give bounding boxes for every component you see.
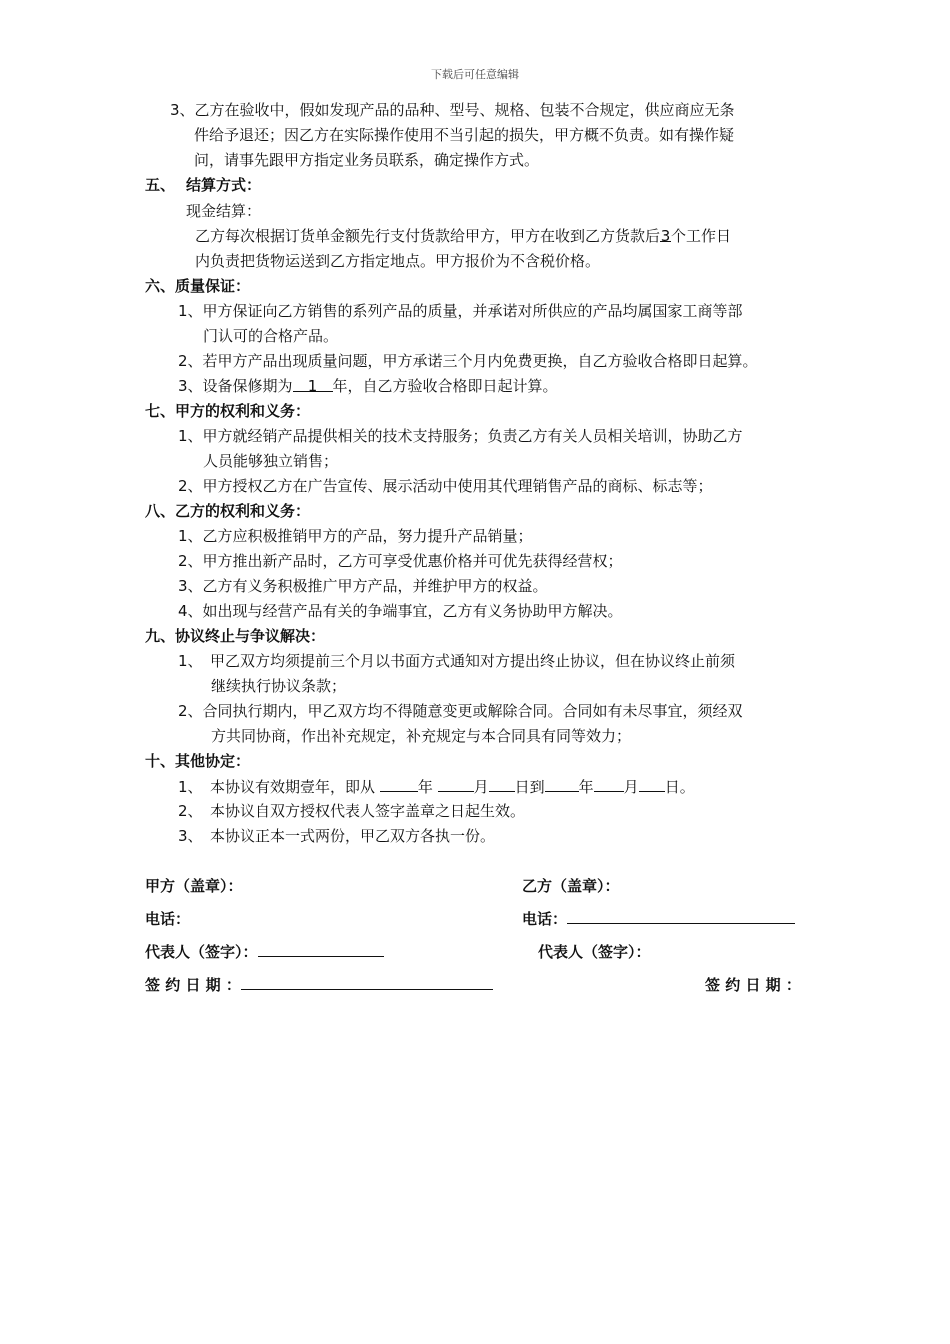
clause-4-item-3-line-1: 3、乙方在验收中，假如发现产品的品种、型号、规格、包装不合规定，供应商应无条 [170, 101, 735, 119]
section-6-item-3-part-2: 年，自乙方验收合格即日起计算。 [332, 377, 558, 395]
page-header: 下载后可任意编辑 [431, 68, 519, 81]
clause-4-item-3-line-2: 件给予退还；因乙方在实际操作使用不当引起的损失，甲方概不负责。如有操作疑 [194, 126, 735, 144]
clause-4-item-3-line-3: 问，请事先跟甲方指定业务员联系，确定操作方式。 [194, 151, 540, 169]
section-6-item-1-line-2: 门认可的合格产品。 [203, 327, 339, 345]
party-a-seal-label: 甲方（盖章）： [145, 877, 243, 895]
start-year-blank [380, 776, 418, 792]
section-8-item-1: 1、乙方应积极推销甲方的产品，努力提升产品销量； [178, 527, 533, 545]
section-10-title: 十、其他协定： [145, 752, 251, 770]
start-day-label: 日到 [514, 778, 545, 796]
party-a-rep [145, 941, 384, 962]
party-b-phone [522, 908, 795, 929]
end-month-label: 月 [623, 778, 639, 796]
party-b-date-label: 签 约 日 期 ： [705, 976, 801, 994]
party-a-rep-label: 代表人（签字）： [145, 943, 258, 961]
section-7-item-2: 2、甲方授权乙方在广告宣传、展示活动中使用其代理销售产品的商标、标志等； [178, 477, 713, 495]
party-a-phone-label: 电话： [145, 910, 191, 928]
end-year-label: 年 [578, 778, 594, 796]
working-days-blank: 3 [660, 227, 671, 245]
party-a-date-label: 签 约 日 期 ： [145, 976, 241, 994]
section-5-title: 结算方式： [186, 176, 262, 194]
section-8-title: 八、乙方的权利和义务： [145, 502, 311, 520]
section-9-item-2-line-1: 2、合同执行期内，甲乙双方均不得随意变更或解除合同。合同如有未尽事宜，须经双 [178, 702, 743, 720]
section-5-text-part-1: 乙方每次根据订货单金额先行支付货款给甲方，甲方在收到乙方货款后 [195, 227, 661, 245]
section-5-text-line-2: 内负责把货物运送到乙方指定地点。甲方报价为不含税价格。 [195, 252, 601, 270]
end-year-blank [545, 776, 579, 792]
section-10-item-2: 2、 本协议自双方授权代表人签字盖章之日起生效。 [178, 802, 526, 820]
section-10-item-3: 3、 本协议正本一式两份，甲乙双方各执一份。 [178, 827, 496, 845]
section-5-subtitle: 现金结算： [186, 202, 262, 220]
section-9-title: 九、协议终止与争议解决： [145, 627, 326, 645]
section-9-item-1-line-1: 1、 甲乙双方均须提前三个月以书面方式通知对方提出终止协议，但在协议终止前须 [178, 652, 736, 670]
section-10-item-1-text: 1、 本协议有效期壹年，即从 [178, 778, 376, 796]
section-6-item-1-line-1: 1、甲方保证向乙方销售的系列产品的质量，并承诺对所供应的产品均属国家工商等部 [178, 302, 743, 320]
party-b-phone-label: 电话： [522, 910, 568, 928]
section-8-item-3: 3、乙方有义务积极推广甲方产品，并维护甲方的权益。 [178, 577, 548, 595]
end-day-blank [639, 776, 665, 792]
section-6-item-3 [178, 376, 558, 396]
party-a-date-line [241, 975, 493, 990]
end-day-label: 日。 [664, 778, 695, 796]
warranty-years-blank: 1 [293, 376, 333, 392]
section-5-text-line-1 [195, 226, 731, 246]
party-b-rep-label: 代表人（签字）： [538, 943, 651, 961]
section-5-text-part-2: 个工作日 [671, 227, 732, 245]
section-9-item-1-line-2: 继续执行协议条款； [211, 677, 347, 695]
start-day-blank [489, 776, 515, 792]
start-month-label: 月 [473, 778, 489, 796]
section-10-item-1 [178, 776, 695, 797]
party-b-phone-line [567, 909, 795, 924]
section-7-item-1-line-1: 1、甲方就经销产品提供相关的技术支持服务；负责乙方有关人员相关培训，协助乙方 [178, 427, 743, 445]
section-7-item-1-line-2: 人员能够独立销售； [203, 452, 339, 470]
section-8-item-2: 2、甲方推出新产品时，乙方可享受优惠价格并可优先获得经营权； [178, 552, 623, 570]
section-5-number: 五、 [145, 176, 176, 194]
party-a-rep-line [258, 942, 384, 957]
section-7-title: 七、甲方的权利和义务： [145, 402, 311, 420]
section-8-item-4: 4、如出现与经营产品有关的争端事宜，乙方有义务协助甲方解决。 [178, 602, 623, 620]
section-6-item-2: 2、若甲方产品出现质量问题，甲方承诺三个月内免费更换，自乙方验收合格即日起算。 [178, 352, 758, 370]
end-month-blank [594, 776, 624, 792]
start-month-blank [438, 776, 474, 792]
section-6-item-3-part-1: 3、设备保修期为 [178, 377, 293, 395]
start-year-label: 年 [417, 778, 433, 796]
party-a-date [145, 974, 493, 995]
section-6-title: 六、质量保证： [145, 277, 251, 295]
party-b-seal-label: 乙方（盖章）： [522, 877, 620, 895]
section-9-item-2-line-2: 方共同协商，作出补充规定，补充规定与本合同具有同等效力； [211, 727, 632, 745]
